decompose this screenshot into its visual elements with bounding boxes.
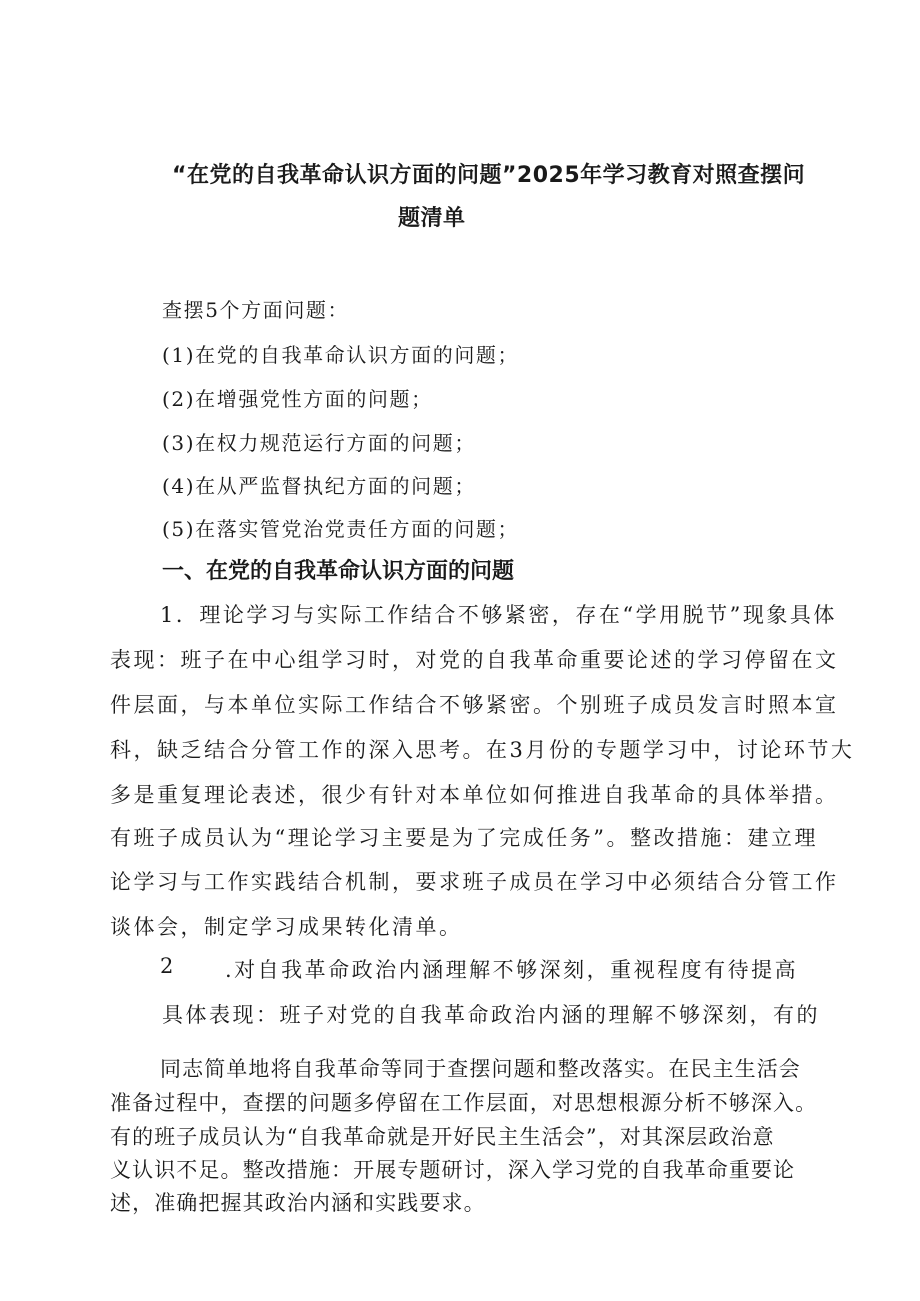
paragraph-line: 1．理论学习与实际工作结合不够紧密，存在“学用脱节”现象具体	[160, 603, 837, 627]
paragraph-line: 述，准确把握其政治内涵和实践要求。	[110, 1191, 486, 1215]
toc-intro: 查摆5个方面问题：	[162, 298, 350, 322]
paragraph-line: 谈体会，制定学习成果转化清单。	[110, 915, 463, 939]
paragraph-line: 件层面，与本单位实际工作结合不够紧密。个别班子成员发言时照本宣	[110, 693, 839, 717]
paragraph-line: 准备过程中，查摆的问题多停留在工作层面，对思想根源分析不够深入。	[110, 1091, 818, 1115]
paragraph-line: 义认识不足。整改措施：开展专题研讨，深入学习党的自我革命重要论	[110, 1158, 796, 1182]
paragraph-2-first-line: 具体表现：班子对党的自我革命政治内涵的理解不够深刻，有的	[162, 1003, 820, 1027]
paragraph-line: 表现：班子在中心组学习时，对党的自我革命重要论述的学习停留在文	[110, 648, 839, 672]
toc-item: (5)在落实管党治党责任方面的问题；	[162, 517, 520, 541]
toc-item: (2)在增强党性方面的问题；	[162, 387, 433, 411]
doc-title-line-2: 题清单	[398, 206, 466, 231]
item-2-number: 2	[160, 954, 176, 978]
paragraph-line: 有班子成员认为“理论学习主要是为了完成任务”。整改措施：建立理	[110, 826, 818, 850]
paragraph-line: 多是重复理论表述，很少有针对本单位如何推进自我革命的具体举措。	[110, 783, 839, 807]
toc-item: (4)在从严监督执纪方面的问题；	[162, 474, 476, 498]
section-heading: 一、在党的自我革命认识方面的问题	[162, 559, 515, 584]
paragraph-line: 同志简单地将自我革命等同于查摆问题和整改落实。在民主生活会	[160, 1057, 801, 1081]
doc-title-line-1: “在党的自我革命认识方面的问题”2025年学习教育对照查摆问	[172, 163, 806, 188]
paragraph-line: 科，缺乏结合分管工作的深入思考。在3月份的专题学习中，讨论环节大	[110, 738, 855, 762]
toc-item: (1)在党的自我革命认识方面的问题；	[162, 343, 520, 367]
toc-item: (3)在权力规范运行方面的问题；	[162, 431, 476, 455]
item-2-title: .对自我革命政治内涵理解不够深刻，重视程度有待提高	[225, 958, 799, 982]
paragraph-line: 有的班子成员认为“自我革命就是开好民主生活会”，对其深层政治意	[110, 1125, 775, 1149]
paragraph-line: 论学习与工作实践结合机制，要求班子成员在学习中必须结合分管工作	[110, 870, 839, 894]
